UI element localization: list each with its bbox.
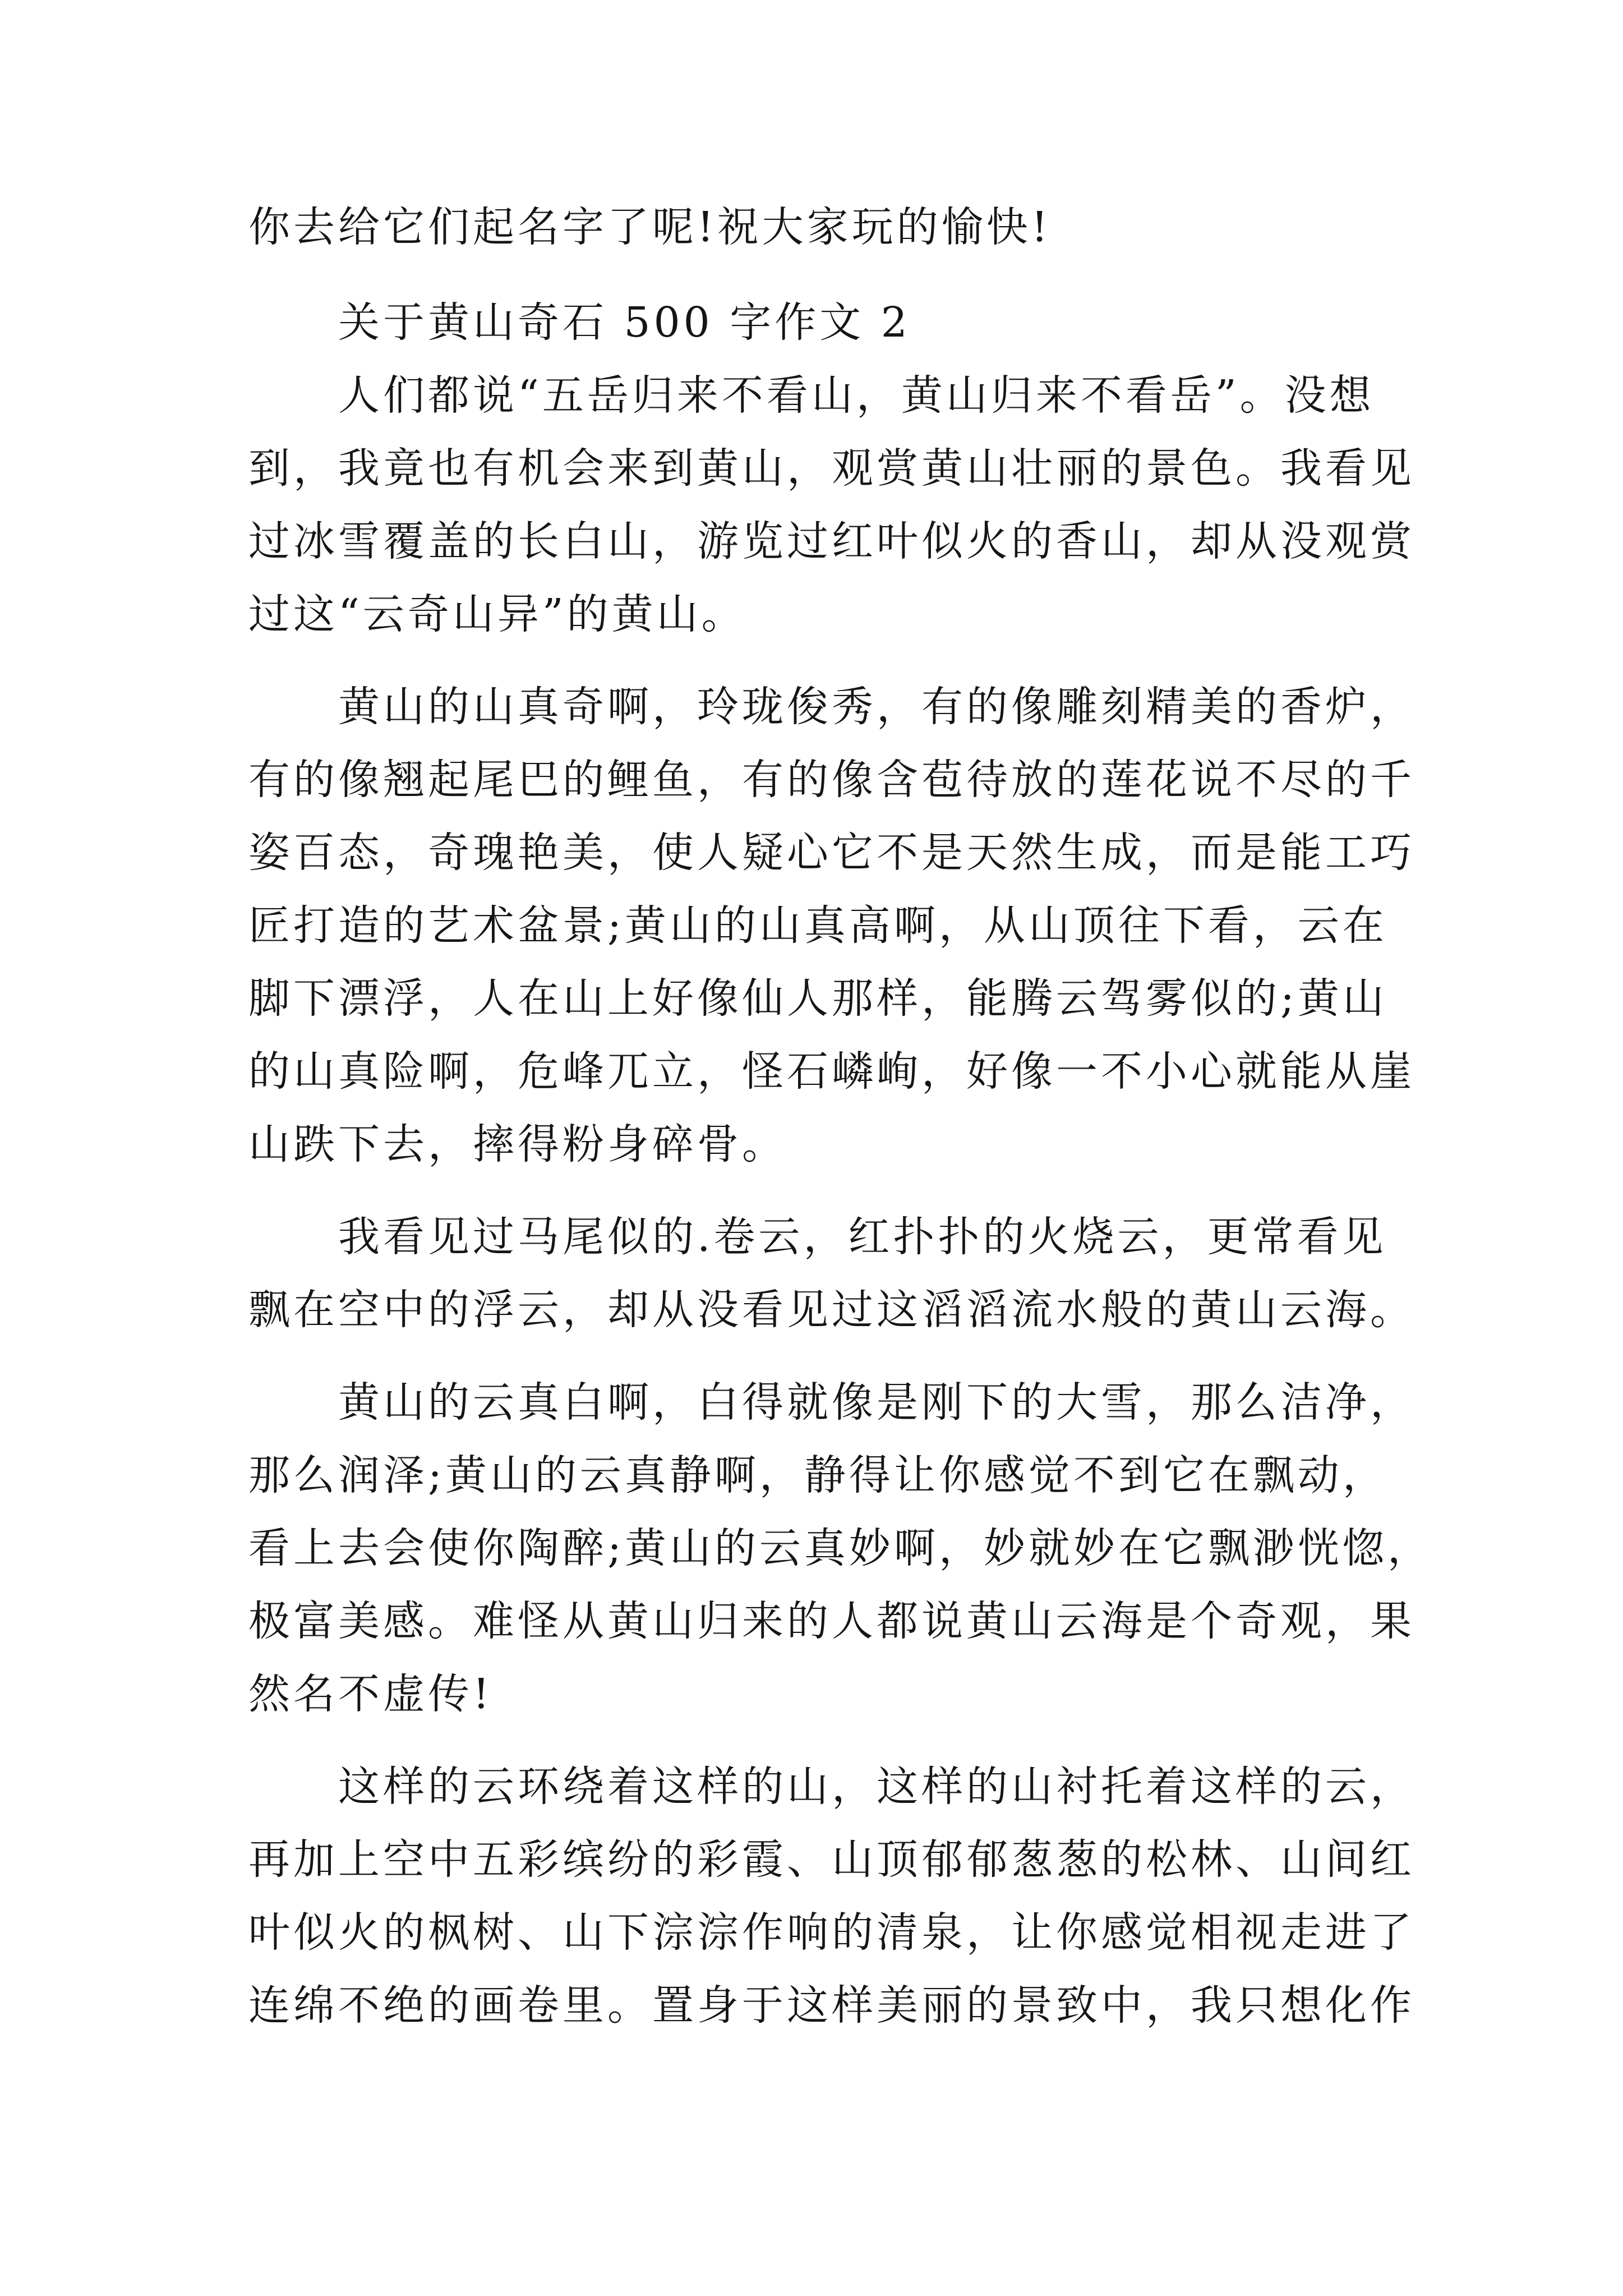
paragraph-5-line: 这样的云环绕着这样的山，这样的山衬托着这样的云， <box>338 1763 1415 1811</box>
paragraph-5-line: 叶似火的枫树、山下淙淙作响的清泉，让你感觉相视走进了 <box>248 1908 1415 1957</box>
paragraph-1-line: 到，我竟也有机会来到黄山，观赏黄山壮丽的景色。我看见 <box>248 444 1415 493</box>
essay-title: 关于黄山奇石 500 字作文 2 <box>338 298 911 347</box>
paragraph-4-line: 黄山的云真白啊，白得就像是刚下的大雪，那么洁净， <box>338 1378 1415 1427</box>
paragraph-1-line: 过这“云奇山异”的黄山。 <box>248 590 746 638</box>
paragraph-5-line: 连绵不绝的画卷里。置身于这样美丽的景致中，我只想化作 <box>248 1981 1415 2030</box>
paragraph-4-line: 极富美感。难怪从黄山归来的人都说黄山云海是个奇观，果 <box>248 1597 1415 1645</box>
paragraph-4-line: 看上去会使你陶醉;黄山的云真妙啊，妙就妙在它飘渺恍惚， <box>248 1524 1432 1572</box>
paragraph-2-line: 有的像翘起尾巴的鲤鱼，有的像含苞待放的莲花说不尽的千 <box>248 756 1415 804</box>
paragraph-2-line: 姿百态，奇瑰艳美，使人疑心它不是天然生成，而是能工巧 <box>248 829 1415 877</box>
paragraph-2-line: 黄山的山真奇啊，玲珑俊秀，有的像雕刻精美的香炉， <box>338 683 1415 731</box>
paragraph-2-line: 的山真险啊，危峰兀立，怪石嶙峋，好像一不小心就能从崖 <box>248 1047 1415 1096</box>
paragraph-4-line: 然名不虚传! <box>248 1670 493 1718</box>
text-line: 你去给它们起名字了呢!祝大家玩的愉快! <box>248 203 1052 251</box>
paragraph-1-line: 过冰雪覆盖的长白山，游览过红叶似火的香山，却从没观赏 <box>248 517 1415 565</box>
paragraph-2-line: 匠打造的艺术盆景;黄山的山真高啊，从山顶往下看，云在 <box>248 901 1387 950</box>
paragraph-4-line: 那么润泽;黄山的云真静啊，静得让你感觉不到它在飘动， <box>248 1451 1387 1499</box>
paragraph-5-line: 再加上空中五彩缤纷的彩霞、山顶郁郁葱葱的松林、山间红 <box>248 1835 1415 1884</box>
essay-body <box>248 199 1432 2050</box>
paragraph-2-line: 山跌下去，摔得粉身碎骨。 <box>248 1120 787 1168</box>
paragraph-3-line: 飘在空中的浮云，却从没看见过这滔滔流水般的黄山云海。 <box>248 1286 1415 1334</box>
paragraph-2-line: 脚下漂浮，人在山上好像仙人那样，能腾云驾雾似的;黄山 <box>248 974 1387 1023</box>
paragraph-1-line: 人们都说“五岳归来不看山，黄山归来不看岳”。没想 <box>338 371 1375 420</box>
paragraph-3-line: 我看见过马尾似的.卷云，红扑扑的火烧云，更常看见 <box>338 1213 1387 1261</box>
